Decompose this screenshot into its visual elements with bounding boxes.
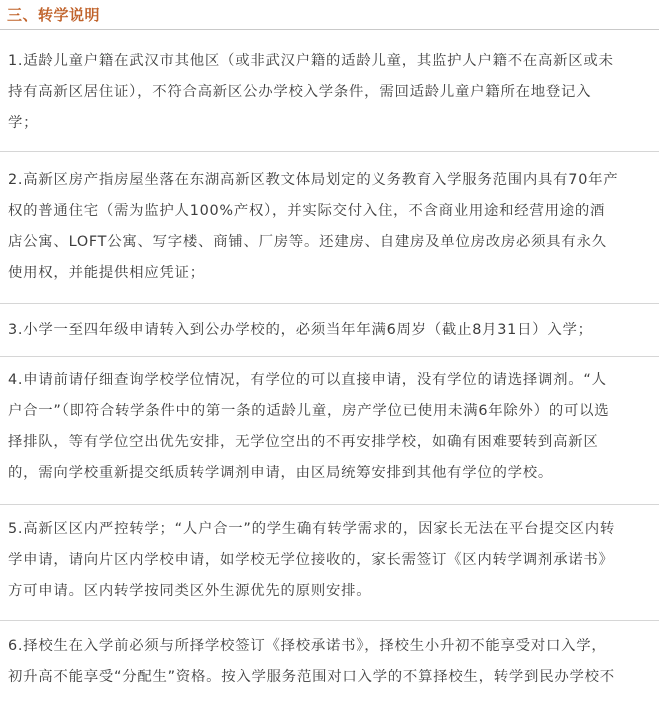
paragraph-6 <box>8 631 654 693</box>
paragraph-line: 店公寓、LOFT公寓、写字楼、商铺、厂房等。还建房、自建房及单位房改房必须具有永久 <box>8 234 607 250</box>
title-divider <box>0 29 659 30</box>
paragraph-line: 户合一”（即符合转学条件中的第一条的适龄儿童，房产学位已使用未满6年除外）的可以选 <box>8 403 610 419</box>
paragraph-line: 学申请，请向片区内学校申请，如学校无学位接收的，家长需签订《区内转学调剂承诺书》 <box>8 552 614 568</box>
paragraph-line: 持有高新区居住证），不符合高新区公办学校入学条件，需回适龄儿童户籍所在地登记入 <box>8 84 592 100</box>
paragraph-line: 的，需向学校重新提交纸质转学调剂申请，由区局统筹安排到其他有学位的学校。 <box>8 465 554 481</box>
paragraph-line: 6.择校生在入学前必须与所择学校签订《择校承诺书》，择校生小升初不能享受对口入学， <box>8 638 607 654</box>
paragraph-divider <box>0 356 659 357</box>
paragraph-divider <box>0 303 659 304</box>
paragraph-line: 初升高不能享受“分配生”资格。按入学服务范围对口入学的不算择校生，转学到民办学校不 <box>8 669 615 685</box>
paragraph-5 <box>8 514 654 607</box>
paragraph-3 <box>8 315 654 346</box>
paragraph-line: 择排队，等有学位空出优先安排，无学位空出的不再安排学校，如确有困难要转到高新区 <box>8 434 599 450</box>
paragraph-divider <box>0 151 659 152</box>
paragraph-divider <box>0 620 659 621</box>
paragraph-1 <box>8 46 654 139</box>
paragraph-line: 3.小学一至四年级申请转入到公办学校的，必须当年年满6周岁（截止8月31日）入学； <box>8 322 593 338</box>
section-title: 三、转学说明 <box>7 6 101 24</box>
paragraph-4 <box>8 365 654 489</box>
paragraph-line: 1.适龄儿童户籍在武汉市其他区（或非武汉户籍的适龄儿童，其监护人户籍不在高新区或未 <box>8 53 614 69</box>
paragraph-line: 5.高新区区内严控转学；“人户合一”的学生确有转学需求的，因家长无法在平台提交区内转 <box>8 521 615 537</box>
paragraph-line: 学； <box>8 115 39 131</box>
paragraph-line: 方可申请。区内转学按同类区外生源优先的原则安排。 <box>8 583 372 599</box>
paragraph-line: 使用权，并能提供相应凭证； <box>8 265 205 281</box>
paragraph-line: 权的普通住宅（需为监护人100%产权），并实际交付入住，不含商业用途和经营用途的酒 <box>8 203 606 219</box>
paragraph-line: 4.申请前请仔细查询学校学位情况，有学位的可以直接申请，没有学位的请选择调剂。“人 <box>8 372 607 388</box>
paragraph-line: 2.高新区房产指房屋坐落在东湖高新区教文体局划定的义务教育入学服务范围内具有70年产 <box>8 172 619 188</box>
paragraph-divider <box>0 504 659 505</box>
paragraph-2 <box>8 165 654 289</box>
